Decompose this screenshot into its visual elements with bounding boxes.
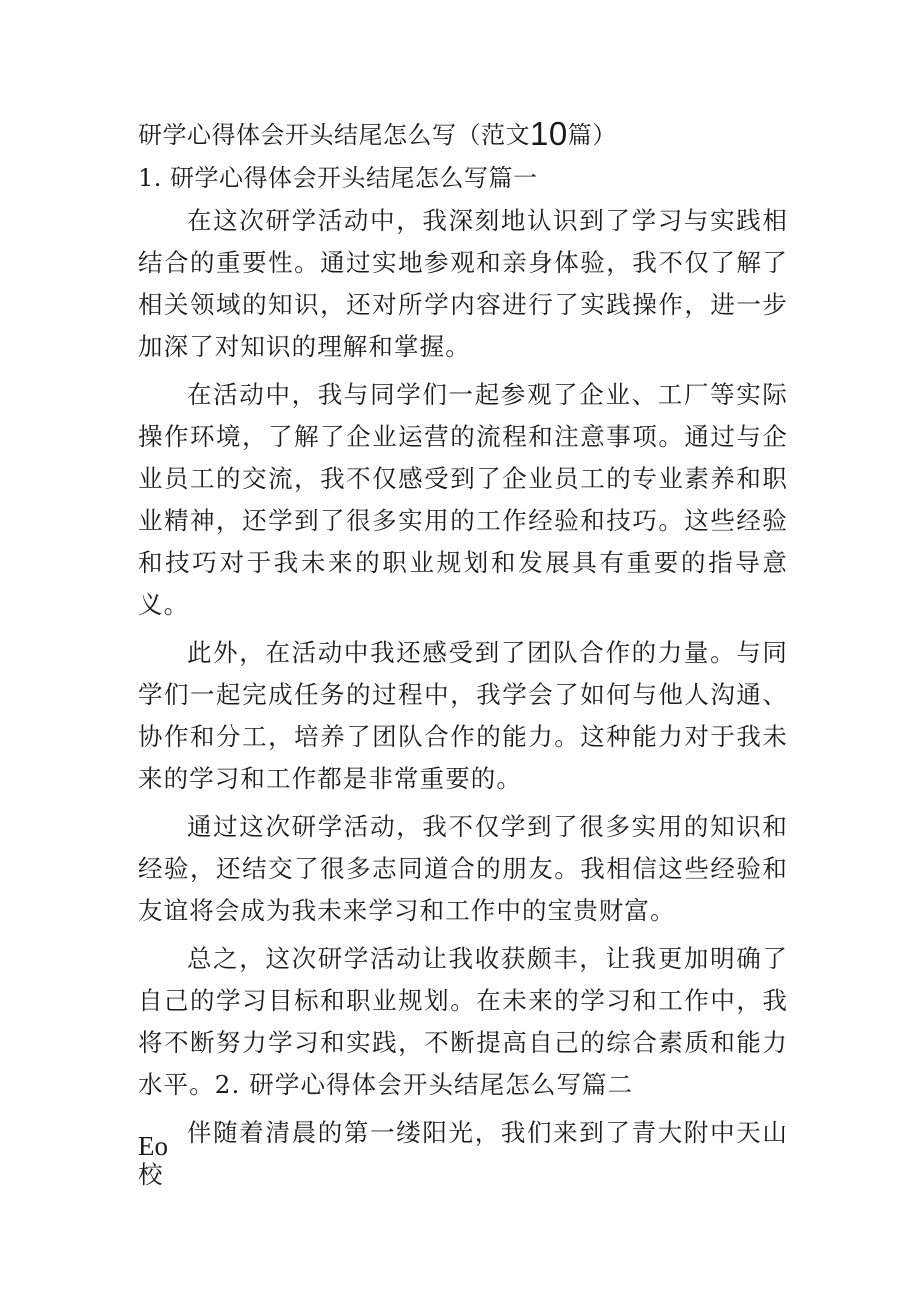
paragraph: 在活动中，我与同学们一起参观了企业、工厂等实际操作环境，了解了企业运营的流程和注意事项。通过与企业员工的交流，我不仅感受到了企业员工的专业素养和职业精神，还学到了很多实用的工作经验和技巧。这些经验和技巧对于我未来的职业规划和发展具有重要的指导意义。 [138,380,788,619]
document-title [138,114,617,155]
title-prefix: 研学心得体会开头结尾怎么写（范文 [138,121,530,149]
paragraph: 伴随着清晨的第一缕阳光，我们来到了青大附中天山校 [138,1118,788,1189]
title-number: 10 [530,115,568,152]
paragraph: 总之，这次研学活动让我收获颇丰，让我更加明确了自己的学习目标和职业规划。在未来的学习和工作中，我将不断努力学习和实践，不断提高自己的综合素质和能力水平。2. 研学心得体会开头结尾怎么写篇二 [138,944,788,1099]
document-body [138,200,788,1202]
title-suffix: 篇） [567,121,617,149]
paragraph: 通过这次研学活动，我不仅学到了很多实用的知识和经验，还结交了很多志同道合的朋友。我相信这些经验和友谊将会成为我未来学习和工作中的宝贵财富。 [138,812,788,925]
section-heading: 1. 研学心得体会开头结尾怎么写篇一 [138,164,538,192]
paragraph: 在这次研学活动中，我深刻地认识到了学习与实践相结合的重要性。通过实地参观和亲身体验，我不仅了解了相关领域的知识，还对所学内容进行了实践操作，进一步加深了对知识的理解和掌握。 [138,206,788,361]
paragraph: 此外，在活动中我还感受到了团队合作的力量。与同学们一起完成任务的过程中，我学会了如何与他人沟通、协作和分工，培养了团队合作的能力。这种能力对于我未来的学习和工作都是非常重要的。 [138,638,788,793]
trailing-text: Eo [138,1131,168,1161]
